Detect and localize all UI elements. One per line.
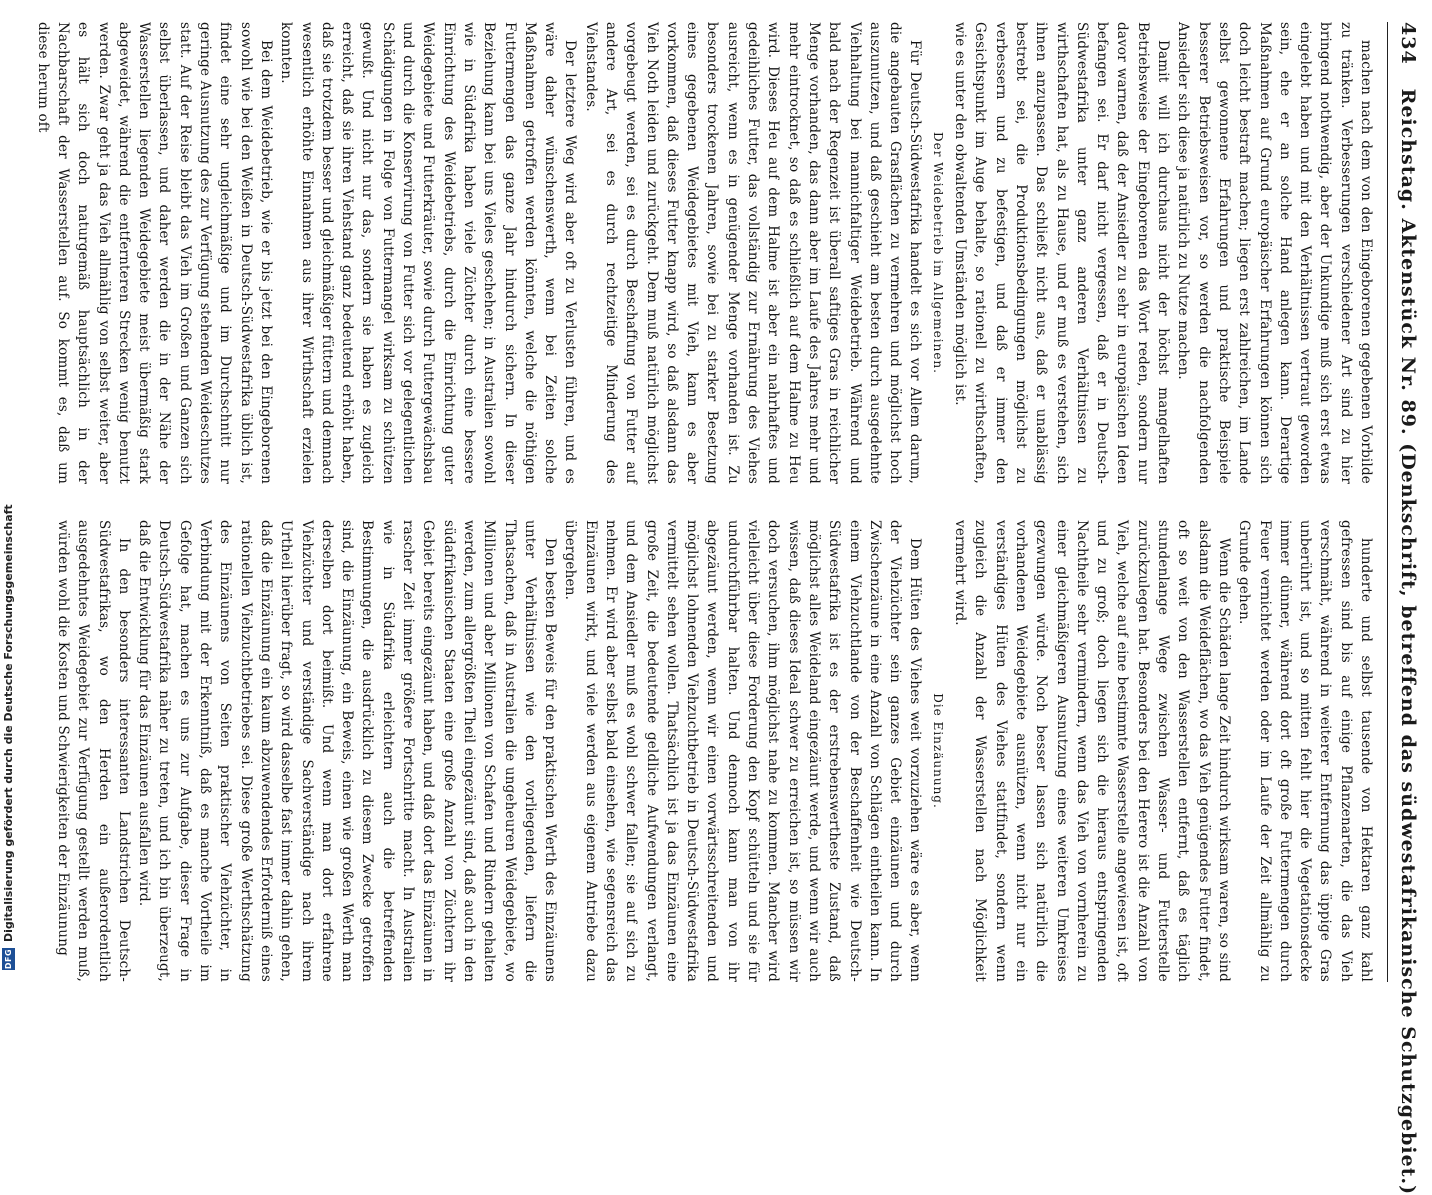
left-paragraph-2: Damit will ich durchaus nicht der höchst mangelhaften Betriebsweise der Eingeborenen das Wort reden, sondern nur davor warnen, daß der Ansiedler zu sehr in europäischen Ideen befangen sei. Er darf nicht vergessen, daß er in Deutsch-Südwestafrika unter ganz anderen Verhältnissen zu wirthschaften hat, als zu Hause, und er muß es verstehen, sich ihnen anzupassen. Das schließt nicht aus, daß er unablässig bestrebt sei, die Produktionsbedingungen möglichst zu verbessern und zu befestigen, und daß er immer den Gesichtspunkt im Auge behalte, so rationell zu wirthschaften, wie es unter den obwaltenden Umständen möglich ist. [952,22,1172,484]
right-paragraph-3: Dem Hüten des Viehes weit vorzuziehen wäre es aber, wenn der Viehzüchter sein ganzes Gebiet einzäunen und durch Zwischenzäune in eine Anzahl von Schlägen eintheilen kann. In einem Viehzuchtlande von der Beschaffenheit wie Deutsch-Südwestafrika ist es der erstrebenswertheste Zustand, daß möglichst alles Weideland eingezäunt werde, und wenn wir auch wissen, daß dieses Ideal schwer zu erreichen ist, so müssen wir doch versuchen, ihm möglichst nahe zu kommen. Mancher wird vielleicht über diese Forderung den Kopf schütteln und sie für undurchführbar halten. Und dennoch kann man von ihr abgezäunt werden, wenn wir einen vorwärtsschreitenden und möglichst lohnenden Viehzuchtbetrieb in Deutsch-Südwestafrika vermittelt sehen wollen. Thatsächlich ist ja das Einzäunen eine große Zeit, die bedeutende geldliche Aufwendungen verlangt, und dem Ansiedler muß es wohl schwer fallen; sie auf sich zu nehmen. Er wird aber selbst bald einsehen, wie segensreich das Einzäunen wirkt, und viele werden aus eigenem Antriebe dazu übergehen. [562,520,924,982]
left-paragraph-1: machen nach dem von den Eingeborenen gegebenen Vorbilde zu tränken. Verbesserungen verschiedener Art sind zu hier bringend nothwendig, aber der Unkundige muß sich erst etwas eingelebt haben und mit den Verhältnissen vertraut geworden sein, ehe er an solche Hand anlegen kann. Derartige Maßnahmen auf Grund europäischer Erfahrungen können sich doch leicht bestraft machen; liegen erst zahlreichen, im Lande selbst gewonnene Erfahrungen und praktische Beispiele besserer Betriebsweisen vor, so werden die nachfolgenden Ansiedler sich diese ja natürlich zu Nutze machen. [1175,22,1374,484]
section-heading-weidebetrieb: Der Weidebetrieb im Allgemeinen. [930,132,945,374]
page-header [1387,22,1428,1195]
left-paragraph-4: Der letztere Weg wird aber oft zu Verlusten führen, und es wäre daher wünschenswerth, wenn bei Zeiten solche Maßnahmen getroffen werden könnten, welche die nöthigen Futtermengen das ganze Jahr hindurch sichern. In dieser Beziehung kann bei uns Vieles geschehen; in Australien sowohl wie in Südafrika haben viele Züchter durch eine bessere Einrichtung des Weidebetriebs, durch die Einrichtung guter Weidegebiete und Futterkräuter, sowie durch Futtergewächsbau und durch die Konservirung von Futter sich vor gelegentlichen Schädigungen in Folge von Futtermangel wirksam zu schützen gewußt. Und nicht nur das, sondern sie haben es zugleich erreicht, daß sie ihren Viehstand ganz bedeutend erhöht haben, daß sie trotzdem besser und gleichmäßiger füttern und demnach wesentlich erhöhte Einnahmen aus ihrer Wirthschaft erzielen konnten. [278,22,579,484]
digitization-note-text: Digitalisierung gefördert durch die Deutsche Forschungsgemeinschaft [2,504,15,942]
right-paragraph-2: Wenn die Schäden lange Zeit hindurch wirksam waren, so sind alsdann die Weideflächen, wo das Vieh genügendes Futter findet, oft so weit von den Wasserstellen entfernt, daß es täglich stundenlange Wege zwischen Wasser- und Futterstelle zurückzulegen hat. Besonders bei den Herero ist die Anzahl von Vieh, welche auf eine bestimmte Wasserstelle angewiesen ist, oft und zu groß; doch liegen sich die hieraus entspringenden Nachtheile sehr vermindern, wenn das Vieh von vornherein zu einer gleichmäßigeren Ausnutzung eines weiteren Umkreises gezwungen würde. Noch besser lassen sich natürlich die vorhandenen Weidegebiete ausnützen, wenn nicht nur ein verständiges Hüten des Viehes stattfindet, sondern wenn zugleich die Anzahl der Wasserstellen nach Möglichkeit vermehrt wird. [952,520,1232,982]
left-column [34,22,1376,484]
running-title: Reichstag. Aktenstück Nr. 89. (Denkschrift, betreffend das südwestafrikanische Schutzgebiet.) [1397,88,1419,1195]
right-paragraph-4: Den besten Beweis für den praktischen Werth des Einzäunens unter Verhältnissen wie den vorliegenden, liefern die Thatsachen, daß in Australien die ungeheuren Weidegebiete, wo Millionen und aber Millionen von Schafen und Rindern gehalten werden, zum allergrößten Theil eingezäunt sind, daß auch in den südafrikanischen Staaten eine große Anzahl von Züchtern ihr Gebiet bereits eingezäunt haben, und daß dort das Einzäunen in rascher Zeit immer größere Fortschritte macht. In Australien wie in Südafrika erleichtern auch die betreffenden Bestimmungen, die ausdrücklich zu diesem Zwecke getroffen sind, die Einzäunung, ein Beweis, einen wie großen Werth man derselben dort beimißt. Und wenn man dort erfahrene Viehzüchter und verständige Sachverständige nach ihrem Urtheil hierüber fragt, so wird dasselbe fast immer dahin gehen, daß die Einzäunung ein kaum abzuwendendes Erforderniß eines rationellen Viehzuchtbetriebes sei. Diese große Werthschätzung des Einzäunens von Seiten praktischer Viehzüchter, in Verbindung mit der Erkenntniß, daß es manche Vortheile im Gefolge hat, machen es uns zur Aufgabe, dieser Frage in Deutsch-Südwestafrika näher zu treten, und ich bin überzeugt, daß die Entwicklung für das Einzäunen ausfallen wird. [136,520,559,982]
page-number: 434 [1397,22,1419,65]
right-paragraph-1: hunderte und selbst tausende von Hektaren ganz kahl gefressen sind bis auf einige Pflanzenarten, die das Vieh verschmäht, während in weiterer Entfernung das üppige Gras unberührt ist, und so mitten fehlt hier die Vegetationsdecke immer dünner, während dort oft große Futtermengen durch Feuer vernichtet werden oder im Laufe der Zeit allmählig zu Grunde gehen. [1236,520,1374,982]
right-paragraph-5: In den besonders interessanten Landstrichen Deutsch-Südwestafrikas, wo den Herden ein außerordentlich ausgedehntes Weidegebiet zur Verfügung gestellt werden muß, würden wohl die Kosten und Schwierigkeiten der Einzäunung [55,520,132,982]
right-column [55,520,1376,982]
section-heading-einzaeunung: Die Einzäunung. [930,693,945,809]
dfg-logo: DFG [4,948,13,970]
text-columns [34,22,1376,982]
left-paragraph-5: Bei dem Weidebetrieb, wie er bis jetzt bei den Eingeborenen sowohl wie bei den Weißen in Deutsch-Südwestafrika üblich ist, findet eine sehr ungleichmäßige und im Durchschnitt nur geringe Ausnutzung des zur Verfügung stehenden Weideschutzes statt. Auf der Reise bleibt das Vieh im Großen und Ganzen sich selbst überlassen, und daher werden die in der Nähe der Wasserstellen liegenden Weidegebiete meist übermäßig stark abgeweidet, während die entfernteren Strecken wenig benutzt werden. Zwar geht ja das Vieh allmählig von selbst weiter, aber es hält sich doch naturgemäß hauptsächlich in der Nachbarschaft der Wasserstellen auf. So kommt es, daß um diese herum oft [34,22,274,484]
rotated-page-content [34,22,1428,1195]
left-paragraph-3: Für Deutsch-Südwestafrika handelt es sich vor Allem darum, die angebauten Grasflächen zu vermehren und möglichst hoch auszunutzen, und daß geschieht am besten durch ausgedehnte Viehhaltung bei mannichfaltiger Weidebetrieb. Während und bald nach der Regenzeit ist überall saftiges Gras in reichlicher Menge vorhanden, das dann aber im Laufe des Jahres mehr und mehr eintrocknet, so daß es schließlich auf dem Halme zu Heu wird. Dieses Heu auf dem Halme ist aber ein nahrhaftes und gedeihliches Futter, das vollständig zur Ernährung des Viehes ausreicht, wenn es in genügender Menge vorhanden ist. Zu besonders trockenen Jahren, sowie bei zu starker Besetzung eines gegebenen Weidegebietes mit Vieh, kann es aber vorkommen, daß dieses Futter knapp wird, so daß alsdann das Vieh Noth leiden und zurückgeht. Dem muß natürlich möglichst vorgebeugt werden, sei es durch Beschaffung von Futter auf andere Art, sei es durch rechtzeitige Minderung des Viehstandes. [582,22,924,484]
